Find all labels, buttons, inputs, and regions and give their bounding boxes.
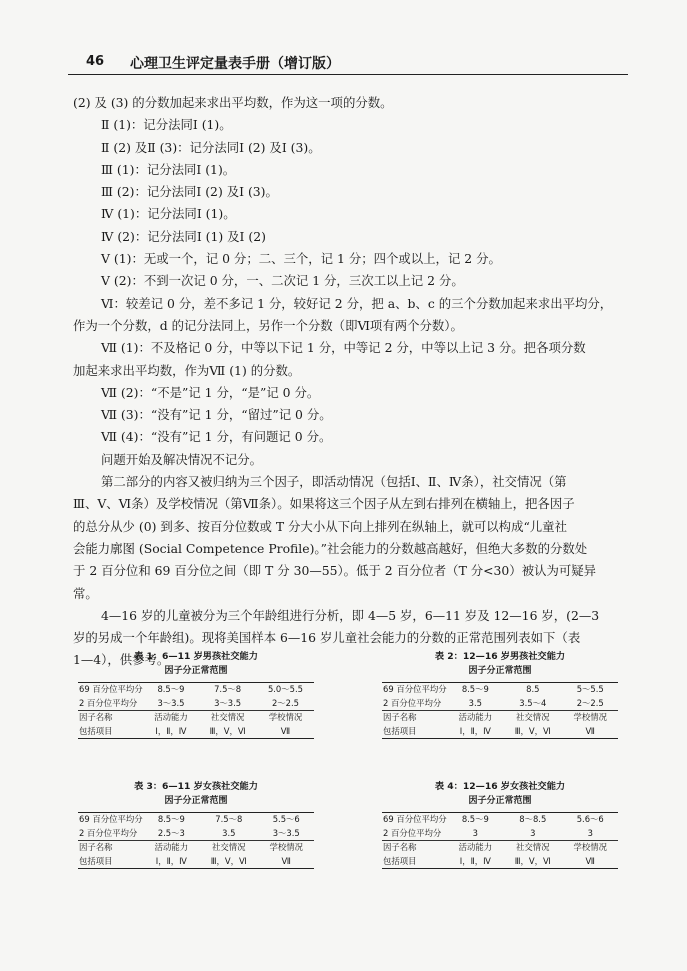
table-cell: Ⅰ，Ⅱ，Ⅳ (459, 855, 491, 866)
text-line: Ⅱ (1)：记分法同Ⅰ (1)。 (101, 117, 232, 133)
table-row (382, 813, 618, 827)
table-row (382, 725, 618, 739)
table-row (78, 855, 314, 869)
text-line: 加起来求出平均数，作为Ⅶ (1) 的分数。 (73, 362, 301, 378)
table-cell: Ⅶ (280, 725, 291, 736)
table-cell: 8～8.5 (519, 814, 547, 824)
text-line: 会能力廓图 (Social Competence Profile)。”社会能力的分数越高越好，但绝大多数的分数处 (73, 540, 588, 556)
table-cell: 3～3.5 (272, 827, 300, 838)
text-line: 的总分从少 (0) 到多、按百分位数或 T 分大小从下向上排列在纵轴上，就可以构成“儿童社 (73, 518, 567, 534)
text-line: Ⅵ：较差记 0 分，差不多记 1 分，较好记 2 分，把 a、b、c 的三个分数加起来求出平均分， (101, 295, 613, 311)
table-cell: 3 (587, 827, 593, 838)
text-line: Ⅲ (2)：记分法同Ⅰ (2) 及Ⅰ (3)。 (101, 184, 278, 200)
table-row (78, 711, 314, 725)
table-row (78, 725, 314, 739)
table-1 (78, 650, 314, 739)
table-grid (78, 682, 314, 739)
text-line: 常。 (73, 585, 98, 601)
table-cell: 8.5～9 (461, 814, 489, 824)
table-title: 表 2：12—16 岁男孩社交能力 (434, 651, 566, 662)
text-line: Ⅶ (3)：“没有”记 1 分，“留过”记 0 分。 (101, 407, 332, 423)
table-grid (78, 812, 314, 869)
table-cell: 3.5 (468, 697, 482, 708)
table-cell: Ⅲ，Ⅴ，Ⅵ (209, 725, 246, 736)
table-cell: 社交情况 (199, 841, 258, 855)
text-line: 作为一个分数，d 的记分法同上，另作一个分数（即Ⅵ项有两个分数）。 (73, 317, 463, 333)
table-cell: 2～2.5 (576, 697, 604, 708)
row-label: 69 百分位平均分 (79, 684, 143, 694)
book-title: 心理卫生评定量表手册（增订版） (130, 56, 340, 72)
row-label: 因子名称 (78, 841, 144, 855)
table-cell: 学校情况 (258, 841, 314, 855)
table-cell: 社交情况 (503, 711, 562, 725)
page-number: 46 (86, 54, 105, 69)
text-line: 第二部分的内容又被归纳为三个因子，即活动情况（包括Ⅰ、Ⅱ、Ⅳ条），社交情况（第 (101, 474, 567, 490)
table-row (78, 697, 314, 711)
text-line: 问题开始及解决情况不记分。 (101, 451, 263, 467)
table-cell: Ⅶ (585, 725, 595, 736)
text-line: Ⅲ (1)：记分法同Ⅰ (1)。 (101, 161, 236, 177)
table-cell: 5.0～5.5 (267, 684, 303, 694)
text-line: (2) 及 (3) 的分数加起来求出平均数，作为这一项的分数。 (73, 95, 393, 110)
table-row (382, 683, 618, 697)
table-cell: 2～2.5 (271, 697, 299, 708)
row-label: 2 百分位平均分 (383, 827, 442, 838)
text-line: 岁的另成一个年龄组)。现将美国样本 6—16 岁儿童社会能力的分数的正常范围列表如下（表 (73, 630, 581, 646)
row-label: 69 百分位平均分 (383, 814, 447, 824)
table-cell: 活动能力 (144, 841, 200, 855)
table-cell: Ⅶ (281, 855, 291, 866)
row-label: 69 百分位平均分 (79, 814, 143, 824)
table-cell: 3 (530, 827, 536, 838)
table-cell: 活动能力 (144, 711, 199, 725)
table-cell: Ⅲ，Ⅴ，Ⅵ (210, 855, 247, 866)
table-row (382, 855, 618, 869)
table-cell: 8.5～9 (157, 684, 185, 694)
table-subtitle: 因子分正常范围 (468, 796, 532, 806)
table-cell: 3 (472, 827, 478, 838)
table-cell: 学校情况 (257, 711, 314, 725)
table-4 (382, 780, 618, 869)
table-row (382, 841, 618, 855)
table-cell: 3～3.5 (214, 697, 242, 708)
table-cell: 7.5～8 (214, 684, 242, 694)
table-cell: 2.5～3 (157, 827, 185, 838)
table-subtitle: 因子分正常范围 (164, 666, 228, 676)
table-cell: 5～5.5 (576, 684, 604, 694)
text-line: Ⅲ、Ⅴ、Ⅵ条）及学校情况（第Ⅶ条）。如果将这三个因子从左到右排列在横轴上，把各因子 (73, 496, 575, 512)
table-subtitle: 因子分正常范围 (468, 666, 532, 676)
table-cell: Ⅰ，Ⅱ，Ⅳ (155, 725, 187, 736)
table-cell: 活动能力 (448, 711, 504, 725)
table-row (78, 813, 314, 827)
text-line: Ⅱ (2) 及Ⅱ (3)：记分法同Ⅰ (2) 及Ⅰ (3)。 (101, 139, 321, 155)
table-cell: Ⅰ，Ⅱ，Ⅳ (459, 725, 491, 736)
table-cell: Ⅶ (585, 855, 595, 866)
text-line: 4—16 岁的儿童被分为三个年龄组进行分析，即 4—5 岁，6—11 岁及 12—16 岁，(2—3 (101, 607, 600, 623)
table-cell: Ⅲ，Ⅴ，Ⅵ (514, 855, 551, 866)
table-cell: 8.5～9 (461, 684, 489, 694)
text-line: 于 2 百分位和 69 百分位之间（即 T 分 30—55）。低于 2 百分位者（T 分<30）被认为可疑异 (73, 563, 597, 579)
table-cell: 活动能力 (448, 841, 504, 855)
table-cell: 5.6～6 (576, 814, 604, 824)
row-label: 包括项目 (383, 725, 417, 736)
table-row (382, 697, 618, 711)
page-header (68, 50, 628, 76)
row-label: 包括项目 (79, 855, 113, 866)
table-row (78, 827, 314, 841)
table-cell: 8.5 (526, 684, 540, 694)
table-grid (382, 682, 618, 739)
header-rule (68, 74, 628, 75)
row-label: 因子名称 (382, 841, 448, 855)
text-line: Ⅴ (2)：不到一次记 0 分，一、二次记 1 分，三次工以上记 2 分。 (101, 273, 464, 289)
text-line: Ⅴ (1)：无或一个，记 0 分；二、三个，记 1 分；四个或以上，记 2 分。 (101, 251, 501, 267)
table-cell: 社交情况 (198, 711, 257, 725)
table-row (78, 841, 314, 855)
row-label: 包括项目 (383, 855, 417, 866)
table-2 (382, 650, 618, 739)
table-cell: 3～3.5 (157, 697, 185, 708)
table-3 (78, 780, 314, 869)
table-cell: 学校情况 (562, 711, 618, 725)
table-cell: 3.5 (222, 827, 236, 838)
table-title: 表 4：12—16 岁女孩社交能力 (434, 781, 566, 792)
table-cell: 5.5～6 (272, 814, 300, 824)
table-cell: 学校情况 (562, 841, 618, 855)
table-row (382, 827, 618, 841)
row-label: 2 百分位平均分 (79, 697, 138, 708)
text-line: Ⅳ (1)：记分法同Ⅰ (1)。 (101, 206, 236, 222)
table-row (78, 683, 314, 697)
table-grid (382, 812, 618, 869)
table-cell: 3.5～4 (519, 697, 547, 708)
table-row (382, 711, 618, 725)
table-title: 表 3：6—11 岁女孩社交能力 (134, 781, 258, 792)
row-label: 2 百分位平均分 (79, 827, 138, 838)
table-cell: 7.5～8 (215, 814, 243, 824)
table-title: 表 1：6—11 岁男孩社交能力 (134, 651, 258, 662)
row-label: 69 百分位平均分 (383, 684, 447, 694)
text-line: Ⅳ (2)：记分法同Ⅰ (1) 及Ⅰ (2) (101, 228, 266, 244)
text-line: Ⅶ (4)：“没有”记 1 分，有问题记 0 分。 (101, 429, 332, 445)
table-cell: Ⅰ，Ⅱ，Ⅳ (155, 855, 187, 866)
text-line: Ⅶ (1)：不及格记 0 分，中等以下记 1 分，中等记 2 分，中等以上记 3 分。把各项分数 (101, 340, 586, 356)
table-cell: Ⅲ，Ⅴ，Ⅵ (514, 725, 551, 736)
text-line: 1—4），供参考。 (73, 652, 170, 668)
table-subtitle: 因子分正常范围 (164, 796, 228, 806)
row-label: 因子名称 (78, 711, 144, 725)
row-label: 2 百分位平均分 (383, 697, 442, 708)
table-cell: 社交情况 (503, 841, 562, 855)
row-label: 包括项目 (79, 725, 113, 736)
table-cell: 8.5～9 (157, 814, 185, 824)
text-line: Ⅶ (2)：“不是”记 1 分，“是”记 0 分。 (101, 384, 320, 400)
body-text (73, 92, 618, 672)
row-label: 因子名称 (382, 711, 448, 725)
